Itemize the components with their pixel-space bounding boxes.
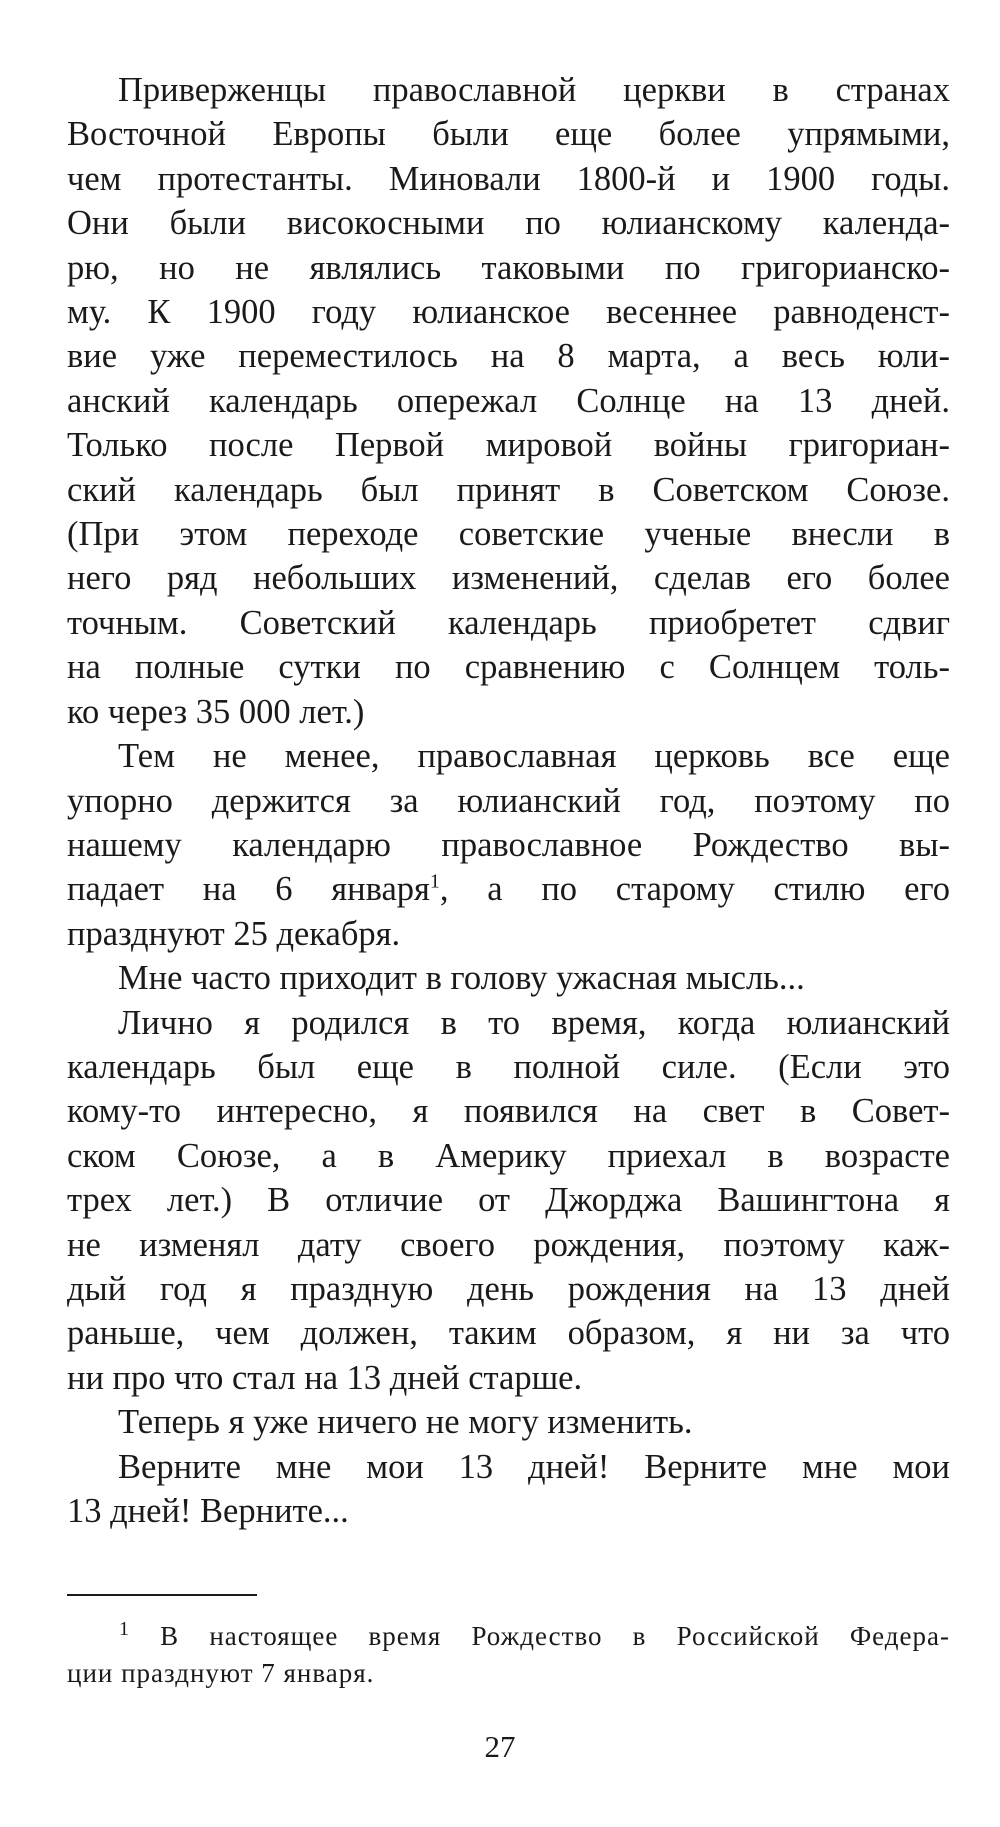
footnote-line: ции празднуют 7 января. [67,1658,375,1688]
paragraph-3 [67,956,950,1000]
text-line: празднуют 25 декабря. [67,914,401,953]
paragraph-2 [67,734,950,956]
text-line: Приверженцы православной церкви в странах [118,71,950,109]
text-line: кому-то интересно, я появился на свет в Совет- [67,1092,950,1131]
text-line: Восточной Европы были еще более упрямыми, [67,115,950,154]
footnote [67,1618,950,1692]
footnote-reference: 1 [429,870,440,893]
page-number: 27 [484,1729,516,1764]
text-line: Тем не менее, православная церковь все еще [118,737,950,776]
text-line: трех лет.) В отличие от Джорджа Вашингтона я [67,1181,950,1220]
text-line: ко через 35 000 лет.) [67,692,365,731]
text-line: ни про что стал на 13 дней старше. [67,1358,583,1397]
paragraph-4 [67,1001,950,1401]
text-line: точным. Советский календарь приобретет сдвиг [67,603,950,642]
text-line: Мне часто приходит в голову ужасная мысль... [118,959,805,998]
text-line: Лично я родился в то время, когда юлианский [118,1003,950,1042]
text-line: дый год я праздную день рождения на 13 дней [67,1269,950,1308]
text-line: 13 дней! Верните... [67,1492,349,1530]
text-line: не изменял дату своего рождения, поэтому каж- [67,1225,950,1264]
paragraph-1 [67,68,950,734]
text-line: Они были високосными по юлианскому календа- [67,204,950,243]
text-line: него ряд небольших изменений, сделав его более [67,559,950,598]
text-line: ский календарь был принят в Советском Союзе. [67,470,950,509]
text-line: ском Союзе, а в Америку приехал в возрасте [67,1136,950,1175]
text-line: чем протестанты. Миновали 1800-й и 1900 годы. [67,159,950,198]
text-line: Теперь я уже ничего не могу изменить. [118,1403,693,1442]
text-line: анский календарь опережал Солнце на 13 дней. [67,381,950,420]
page-body [67,68,950,1533]
text-line: календарь был еще в полной силе. (Если это [67,1047,950,1086]
text-line: на полные сутки по сравнению с Солнцем толь- [67,648,950,687]
paragraph-5 [67,1400,950,1444]
paragraph-6 [67,1445,950,1534]
text-line: (При этом переходе советские ученые внесли в [67,515,950,554]
footnote-marker: 1 [119,1618,130,1640]
text-fragment: падает на 6 января [67,870,430,909]
text-line: раньше, чем должен, таким образом, я ни за что [67,1314,950,1353]
text-line: вие уже переместилось на 8 марта, а весь юли- [67,337,950,376]
text-line: Только после Первой мировой войны григориан- [67,426,950,465]
text-fragment: , а по старому стилю его [439,870,950,909]
text-line: Верните мне мои 13 дней! Верните мне мои [118,1447,950,1486]
text-line: му. К 1900 году юлианское весеннее равноденст- [67,293,950,332]
text-fragment: В настоящее время Рождество в Российской Федера- [160,1621,950,1651]
footnote-line [67,1618,950,1655]
text-line: нашему календарю православное Рождество вы- [67,825,950,864]
text-line: упорно держится за юлианский год, поэтому по [67,781,950,820]
footnote-divider [67,1594,257,1596]
text-line-with-footnote [67,867,950,911]
text-line: рю, но не являлись таковыми по григорианско- [67,248,950,287]
